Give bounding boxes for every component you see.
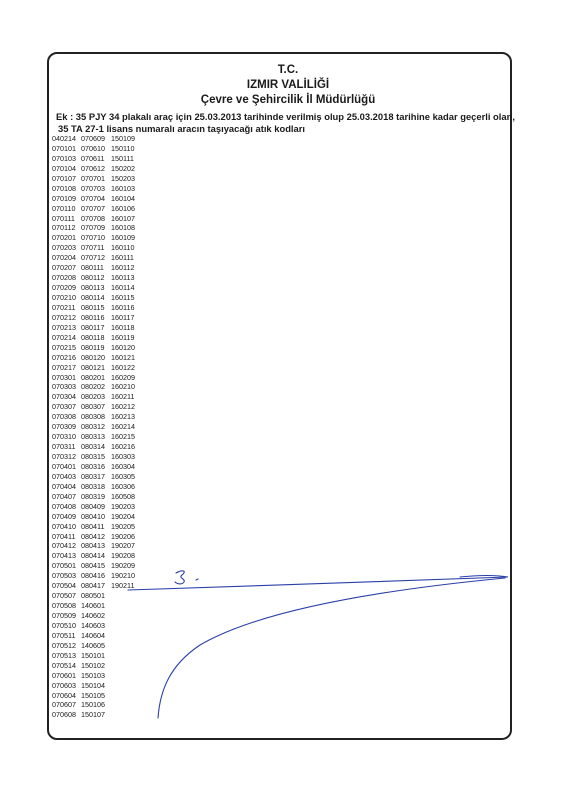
waste-code: 160113 xyxy=(111,273,135,283)
waste-code: 160117 xyxy=(111,312,135,322)
waste-code: 080501 xyxy=(81,591,105,601)
waste-code: 070711 xyxy=(81,243,105,253)
waste-code: 160213 xyxy=(111,412,135,422)
waste-code: 160304 xyxy=(111,461,135,471)
waste-code: 070408 xyxy=(52,501,76,511)
waste-code: 080201 xyxy=(81,372,105,382)
waste-code: 070304 xyxy=(52,392,76,402)
waste-code: 080308 xyxy=(81,412,105,422)
waste-code: 160111 xyxy=(111,253,134,263)
waste-code: 070103 xyxy=(52,153,76,163)
waste-code: 070514 xyxy=(52,660,76,670)
waste-code: 070401 xyxy=(52,461,76,471)
waste-code: 070510 xyxy=(52,620,76,630)
signature-initial-stroke xyxy=(175,571,184,584)
waste-code: 070609 xyxy=(81,134,105,143)
waste-code: 160119 xyxy=(111,332,135,342)
header-governorship: IZMIR VALİLİĞİ xyxy=(246,79,330,91)
waste-code: 080319 xyxy=(81,491,105,501)
waste-code: 070707 xyxy=(81,203,105,213)
waste-code: 070107 xyxy=(52,173,76,183)
waste-code: 070612 xyxy=(81,163,105,173)
waste-code: 070411 xyxy=(52,531,76,541)
waste-code: 160212 xyxy=(111,402,135,412)
waste-code: 070601 xyxy=(52,670,76,680)
waste-code: 160104 xyxy=(111,193,135,203)
waste-code: 070201 xyxy=(52,233,76,243)
waste-code: 080312 xyxy=(81,422,105,432)
waste-code: 070303 xyxy=(52,382,76,392)
waste-code: 150111 xyxy=(111,153,134,163)
waste-code: 070709 xyxy=(81,223,105,233)
waste-code: 150107 xyxy=(81,710,105,720)
waste-code: 160214 xyxy=(111,422,135,432)
waste-code: 070412 xyxy=(52,541,76,551)
waste-code: 150106 xyxy=(81,700,105,710)
waste-code: 070104 xyxy=(52,163,76,173)
waste-code: 080116 xyxy=(81,312,105,322)
waste-code: 070508 xyxy=(52,601,76,611)
signature-dot xyxy=(196,579,198,580)
waste-code: 190208 xyxy=(111,551,135,561)
waste-code: 070604 xyxy=(52,690,76,700)
waste-code: 070109 xyxy=(52,193,76,203)
waste-code: 080315 xyxy=(81,452,105,461)
waste-code: 080409 xyxy=(81,501,105,511)
waste-code: 070608 xyxy=(52,710,76,720)
waste-code: 070309 xyxy=(52,422,76,432)
waste-code: 080414 xyxy=(81,551,105,561)
waste-code: 190211 xyxy=(111,581,135,591)
waste-code: 190204 xyxy=(111,511,135,521)
waste-code: 070214 xyxy=(52,332,76,342)
waste-code: 160211 xyxy=(111,392,135,402)
waste-code: 070213 xyxy=(52,322,76,332)
waste-code: 150103 xyxy=(81,670,105,680)
waste-code: 160118 xyxy=(111,322,135,332)
waste-code: 080316 xyxy=(81,461,105,471)
waste-code: 070403 xyxy=(52,471,76,481)
waste-code: 070216 xyxy=(52,352,76,362)
waste-code: 150203 xyxy=(111,173,135,183)
waste-code: 160110 xyxy=(111,243,135,253)
waste-code: 080120 xyxy=(81,352,105,362)
waste-code: 070607 xyxy=(52,700,76,710)
waste-code: 080318 xyxy=(81,481,105,491)
waste-code: 160121 xyxy=(111,352,135,362)
waste-code: 070708 xyxy=(81,213,105,223)
waste-code: 070513 xyxy=(52,650,76,660)
waste-code: 190206 xyxy=(111,531,135,541)
waste-code: 070207 xyxy=(52,263,76,273)
waste-code: 080410 xyxy=(81,511,105,521)
waste-code: 140604 xyxy=(81,630,105,640)
waste-code: 070703 xyxy=(81,183,105,193)
waste-code: 190203 xyxy=(111,501,135,511)
waste-code: 160116 xyxy=(111,302,135,312)
waste-code: 070407 xyxy=(52,491,76,501)
waste-code: 150105 xyxy=(81,690,105,700)
waste-code: 160122 xyxy=(111,362,135,372)
waste-code: 070215 xyxy=(52,342,76,352)
waste-code: 160209 xyxy=(111,372,135,382)
waste-code: 070504 xyxy=(52,581,76,591)
waste-code: 190209 xyxy=(111,561,135,571)
waste-code: 160114 xyxy=(111,283,135,293)
waste-code: 160306 xyxy=(111,481,135,491)
waste-code: 070203 xyxy=(52,243,76,253)
waste-code: 160107 xyxy=(111,213,135,223)
waste-code: 190210 xyxy=(111,571,135,581)
waste-code: 080117 xyxy=(81,322,105,332)
waste-code: 070217 xyxy=(52,362,76,372)
waste-code: 080317 xyxy=(81,471,105,481)
annex-line-1: Ek : 35 PJY 34 plakalı araç için 25.03.2013 tarihinde verilmiş olup 25.03.2018 tarihine kadar geçerli olan, xyxy=(56,111,515,122)
waste-code: 160112 xyxy=(111,263,135,273)
waste-code: 080313 xyxy=(81,432,105,442)
waste-code: 070603 xyxy=(52,680,76,690)
waste-code: 160109 xyxy=(111,233,135,243)
waste-code: 140602 xyxy=(81,611,105,620)
waste-code: 070204 xyxy=(52,253,76,263)
waste-code: 150110 xyxy=(111,143,135,153)
waste-code: 150202 xyxy=(111,163,135,173)
waste-code: 080314 xyxy=(81,442,105,452)
waste-code: 070110 xyxy=(52,203,76,213)
waste-code: 080411 xyxy=(81,521,105,531)
waste-code: 160216 xyxy=(111,442,135,452)
waste-code: 070310 xyxy=(52,432,76,442)
waste-code: 160210 xyxy=(111,382,135,392)
waste-code: 160120 xyxy=(111,342,135,352)
header-tc: T.C. xyxy=(277,64,299,76)
waste-code: 070409 xyxy=(52,511,76,521)
waste-code: 070611 xyxy=(81,153,105,163)
waste-code: 080112 xyxy=(81,273,105,283)
waste-code: 070701 xyxy=(81,173,105,183)
signature-horizontal-stroke xyxy=(128,575,508,590)
waste-code: 080416 xyxy=(81,571,105,581)
waste-code: 080111 xyxy=(81,263,104,273)
annex-line-2: 35 TA 27-1 lisans numaralı aracın taşıyacağı atık kodları xyxy=(58,123,305,134)
waste-code: 160508 xyxy=(111,491,135,501)
waste-code: 070704 xyxy=(81,193,105,203)
waste-code: 070501 xyxy=(52,561,76,571)
waste-code: 140601 xyxy=(81,601,105,611)
waste-code: 160115 xyxy=(111,293,135,302)
signature-curve-stroke xyxy=(158,578,505,718)
waste-code: 160305 xyxy=(111,471,135,481)
waste-code: 080113 xyxy=(81,283,105,293)
waste-code: 190205 xyxy=(111,521,135,531)
waste-code: 150101 xyxy=(81,650,105,660)
waste-code: 080412 xyxy=(81,531,105,541)
waste-code: 070112 xyxy=(52,223,76,233)
waste-code: 150109 xyxy=(111,134,135,143)
waste-code: 070111 xyxy=(52,213,75,223)
waste-code: 080202 xyxy=(81,382,105,392)
waste-code: 070211 xyxy=(52,302,76,312)
waste-code: 080115 xyxy=(81,302,105,312)
waste-code: 070413 xyxy=(52,551,76,561)
waste-code: 080121 xyxy=(81,362,105,372)
waste-code: 070712 xyxy=(81,253,105,263)
waste-code: 070108 xyxy=(52,183,76,193)
waste-code: 150102 xyxy=(81,660,105,670)
waste-code: 070307 xyxy=(52,402,76,412)
waste-code: 190207 xyxy=(111,541,135,551)
waste-code: 070503 xyxy=(52,571,76,581)
waste-code: 070101 xyxy=(52,143,76,153)
waste-code: 080415 xyxy=(81,561,105,571)
waste-code: 070312 xyxy=(52,452,76,461)
waste-code: 070311 xyxy=(52,442,76,452)
waste-code: 080307 xyxy=(81,402,105,412)
waste-code: 070209 xyxy=(52,283,76,293)
waste-code: 080114 xyxy=(81,293,105,302)
waste-code: 070610 xyxy=(81,143,105,153)
waste-code: 070404 xyxy=(52,481,76,491)
waste-code: 070208 xyxy=(52,273,76,283)
waste-code: 070512 xyxy=(52,640,76,650)
waste-code: 070507 xyxy=(52,591,76,601)
waste-code: 080413 xyxy=(81,541,105,551)
waste-code: 160106 xyxy=(111,203,135,213)
waste-code: 070308 xyxy=(52,412,76,422)
waste-code: 070210 xyxy=(52,293,76,302)
waste-code: 080417 xyxy=(81,581,105,591)
waste-code: 160303 xyxy=(111,452,135,461)
waste-code: 070301 xyxy=(52,372,76,382)
waste-code: 160103 xyxy=(111,183,135,193)
waste-code: 140603 xyxy=(81,620,105,630)
waste-code: 070511 xyxy=(52,630,76,640)
waste-code: 070509 xyxy=(52,611,76,620)
waste-code: 070710 xyxy=(81,233,105,243)
waste-code: 070410 xyxy=(52,521,76,531)
waste-code: 160108 xyxy=(111,223,135,233)
waste-code: 160215 xyxy=(111,432,135,442)
waste-code: 070212 xyxy=(52,312,76,322)
waste-code: 140605 xyxy=(81,640,105,650)
header-directorate: Çevre ve Şehircilik İl Müdürlüğü xyxy=(200,94,376,106)
waste-code: 040214 xyxy=(52,134,76,143)
waste-code: 080119 xyxy=(81,342,105,352)
waste-code: 080203 xyxy=(81,392,105,402)
waste-code: 150104 xyxy=(81,680,105,690)
waste-code: 080118 xyxy=(81,332,105,342)
